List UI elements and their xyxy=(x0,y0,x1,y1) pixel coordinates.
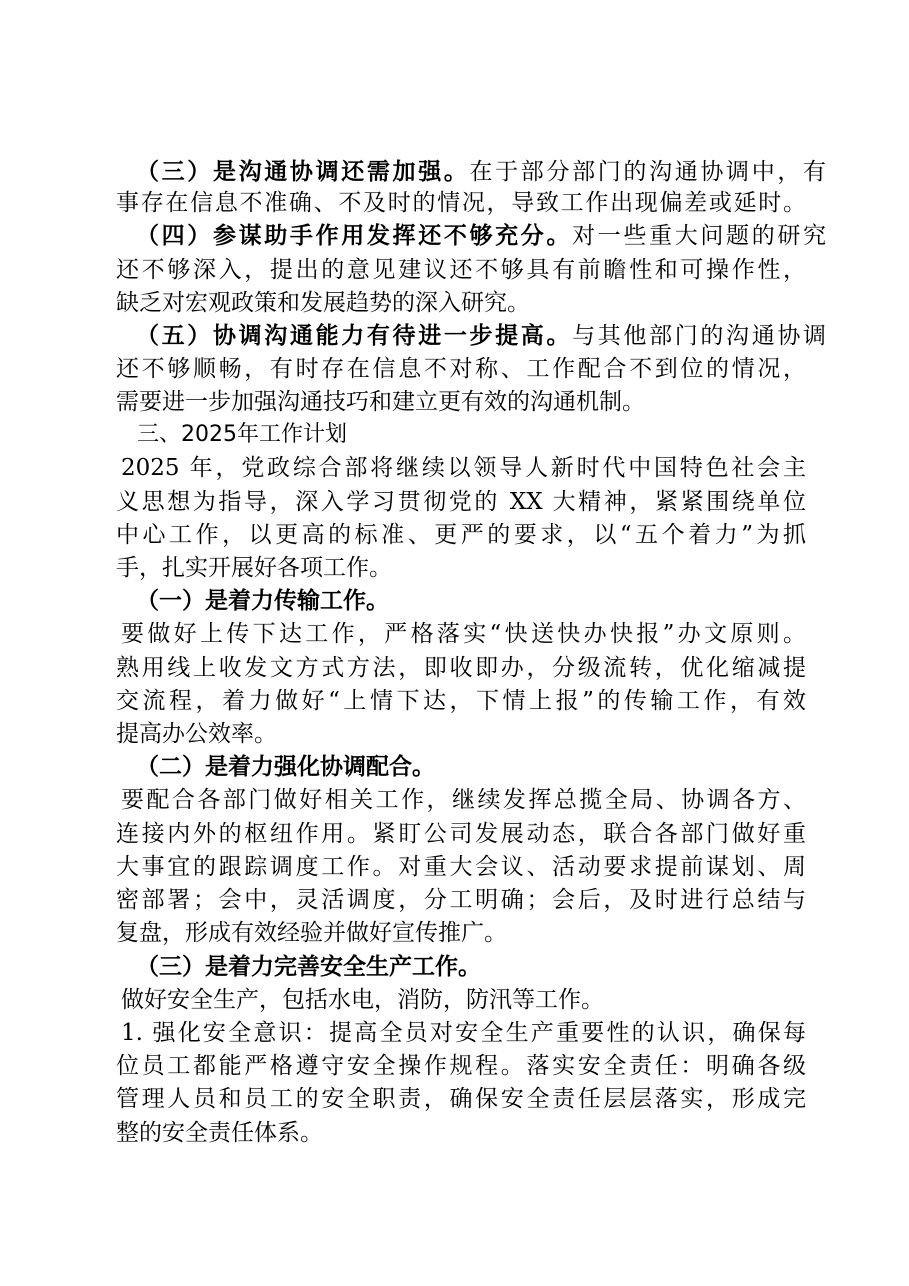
sub2-line4: 密部署；会中，灵活调度，分工明确；会后，及时进行总结与 xyxy=(116,887,806,913)
sub3-title: （三）是着力完善安全生产工作。 xyxy=(136,953,481,980)
plan-intro-line4: 手，扎实开展好各项工作。 xyxy=(116,555,392,581)
item4-line1-rest: 对一些重大问题的研究 xyxy=(572,223,826,249)
item5-lead: （五）协调沟通能力有待进一步提高。 xyxy=(136,322,573,349)
item4-line1 xyxy=(136,219,826,253)
sub2-line2: 连接内外的枢纽作用。紧盯公司发展动态，联合各部门做好重 xyxy=(116,821,806,847)
sub2-line3: 大事宜的跟踪调度工作。对重大会议、活动要求提前谋划、周 xyxy=(116,854,806,880)
item3-line1-rest: 在于部分部门的沟通协调中，有 xyxy=(469,159,826,185)
plan-intro-line2: 义思想为指导，深入学习贯彻党的 XX 大精神，紧紧围绕单位 xyxy=(116,489,806,515)
sub3-point1-line3: 管理人员和员工的安全职责，确保安全责任层层落实，形成完 xyxy=(116,1086,806,1112)
item4-lead: （四）参谋助手作用发挥还不够充分。 xyxy=(136,222,573,249)
item5-line1-rest: 与其他部门的沟通协调 xyxy=(572,323,826,349)
plan-intro-line3: 中心工作，以更高的标准、更严的要求，以“五个着力”为抓 xyxy=(116,522,806,548)
item3-lead: （三）是沟通协调还需加强。 xyxy=(136,158,470,185)
sub2-title: （二）是着力强化协调配合。 xyxy=(136,753,435,780)
sub2-line5: 复盘，形成有效经验并做好宣传推广。 xyxy=(116,920,507,946)
plan-intro-line1: 2025 年，党政综合部将继续以领导人新时代中国特色社会主 xyxy=(121,455,806,481)
sub1-line4: 提高办公效率。 xyxy=(116,721,277,747)
item5-line3: 需要进一步加强沟通技巧和建立更有效的沟通机制。 xyxy=(116,389,645,415)
sub3-line1: 做好安全生产，包括水电，消防，防汛等工作。 xyxy=(121,987,604,1013)
sub3-point1-line1: 1. 强化安全意识：提高全员对安全生产重要性的认识，确保每 xyxy=(121,1020,806,1046)
sub1-line1: 要做好上传下达工作，严格落实“快送快办快报”办文原则。 xyxy=(121,621,806,647)
item5-line2: 还不够顺畅，有时存在信息不对称、工作配合不到位的情况， xyxy=(116,356,806,382)
sub1-title: （一）是着力传输工作。 xyxy=(136,587,389,614)
item4-line2: 还不够深入，提出的意见建议还不够具有前瞻性和可操作性， xyxy=(116,257,806,283)
item4-line3: 缺乏对宏观政策和发展趋势的深入研究。 xyxy=(116,290,530,316)
item3-line2: 事存在信息不准确、不及时的情况，导致工作出现偏差或延时。 xyxy=(116,190,806,216)
sub2-line1: 要配合各部门做好相关工作，继续发挥总揽全局、协调各方、 xyxy=(121,787,806,813)
plan-heading: 三、2025年工作计划 xyxy=(137,422,347,447)
sub1-line3: 交流程，着力做好“上情下达，下情上报”的传输工作，有效 xyxy=(116,688,806,714)
item3-line1 xyxy=(136,155,826,189)
sub3-point1-line2: 位员工都能严格遵守安全操作规程。落实安全责任：明确各级 xyxy=(116,1053,806,1079)
sub1-line2: 熟用线上收发文方式方法，即收即办，分级流转，优化缩减提 xyxy=(116,655,806,681)
sub3-point1-line4: 整的安全责任体系。 xyxy=(116,1120,323,1146)
item5-line1 xyxy=(136,319,826,353)
